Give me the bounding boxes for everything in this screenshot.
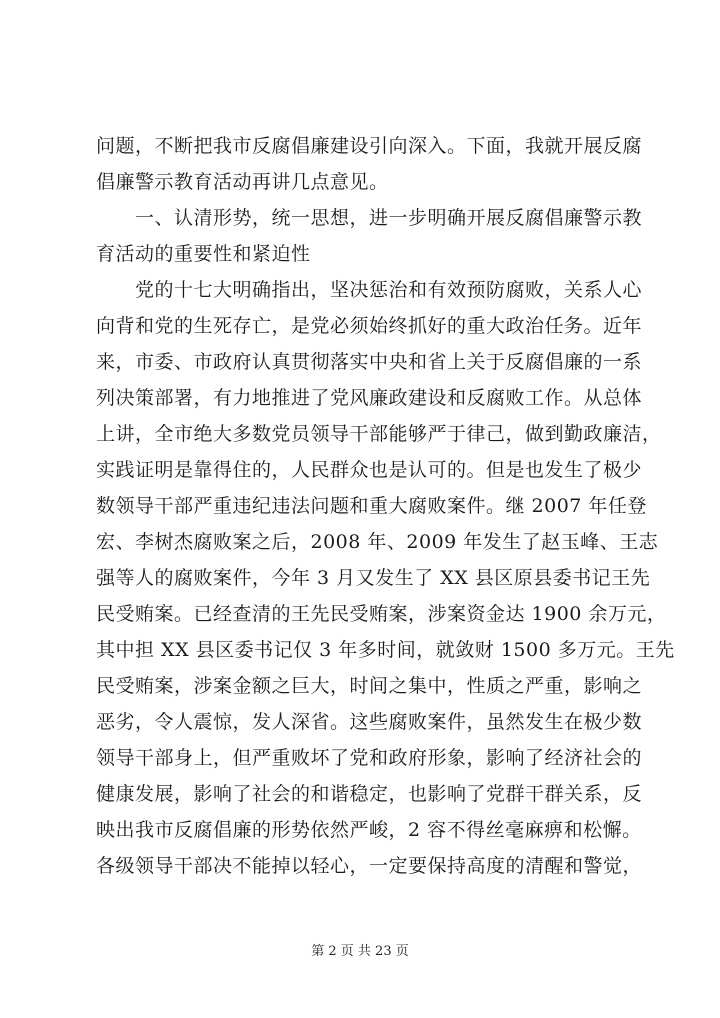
text-line: 领导干部身上，但严重败坏了党和政府形象，影响了经济社会的 [96,747,643,769]
page-number-footer: 第 2 页 共 23 页 [311,944,409,959]
text-line: 民受贿案，涉案金额之巨大，时间之集中，性质之严重，影响之 [96,675,643,697]
section-heading-line: 育活动的重要性和紧迫性 [96,243,311,265]
text-line: 民受贿案。已经查清的王先民受贿案，涉案资金达 1900 余万元， [96,603,667,625]
text-line: 党的十七大明确指出，坚决惩治和有效预防腐败，关系人心 [96,279,643,301]
text-line: 列决策部署，有力地推进了党风廉政建设和反腐败工作。从总体 [96,387,643,409]
text-line: 上讲，全市绝大多数党员领导干部能够严于律己，做到勤政廉洁， [96,423,662,445]
text-line: 各级领导干部决不能掉以轻心，一定要保持高度的清醒和警觉， [96,855,643,877]
text-line: 来，市委、市政府认真贯彻落实中央和省上关于反腐倡廉的一系 [96,351,643,373]
text-line: 宏、李树杰腐败案之后，2008 年、2009 年发生了赵玉峰、王志 [96,531,659,553]
text-line: 恶劣，令人震惊，发人深省。这些腐败案件，虽然发生在极少数 [96,711,643,733]
text-line: 其中担 XX 县区委书记仅 3 年多时间，就敛财 1500 多万元。王先 [96,639,675,661]
text-line: 强等人的腐败案件，今年 3 月又发生了 XX 县区原县委书记王先 [96,567,651,589]
text-line: 实践证明是靠得住的，人民群众也是认可的。但是也发生了极少 [96,459,643,481]
text-line: 映出我市反腐倡廉的形势依然严峻，2 容不得丝毫麻痹和松懈。 [96,819,642,841]
text-line: 数领导干部严重违纪违法问题和重大腐败案件。继 2007 年任登 [96,495,647,517]
text-line: 向背和党的生死存亡，是党必须始终抓好的重大政治任务。近年 [96,315,643,337]
text-line: 倡廉警示教育活动再讲几点意见。 [96,171,389,193]
section-heading-line: 一、认清形势，统一思想，进一步明确开展反腐倡廉警示教 [96,207,643,229]
text-line: 问题，不断把我市反腐倡廉建设引向深入。下面，我就开展反腐 [96,135,643,157]
text-line: 健康发展，影响了社会的和谐稳定，也影响了党群干群关系，反 [96,783,643,805]
